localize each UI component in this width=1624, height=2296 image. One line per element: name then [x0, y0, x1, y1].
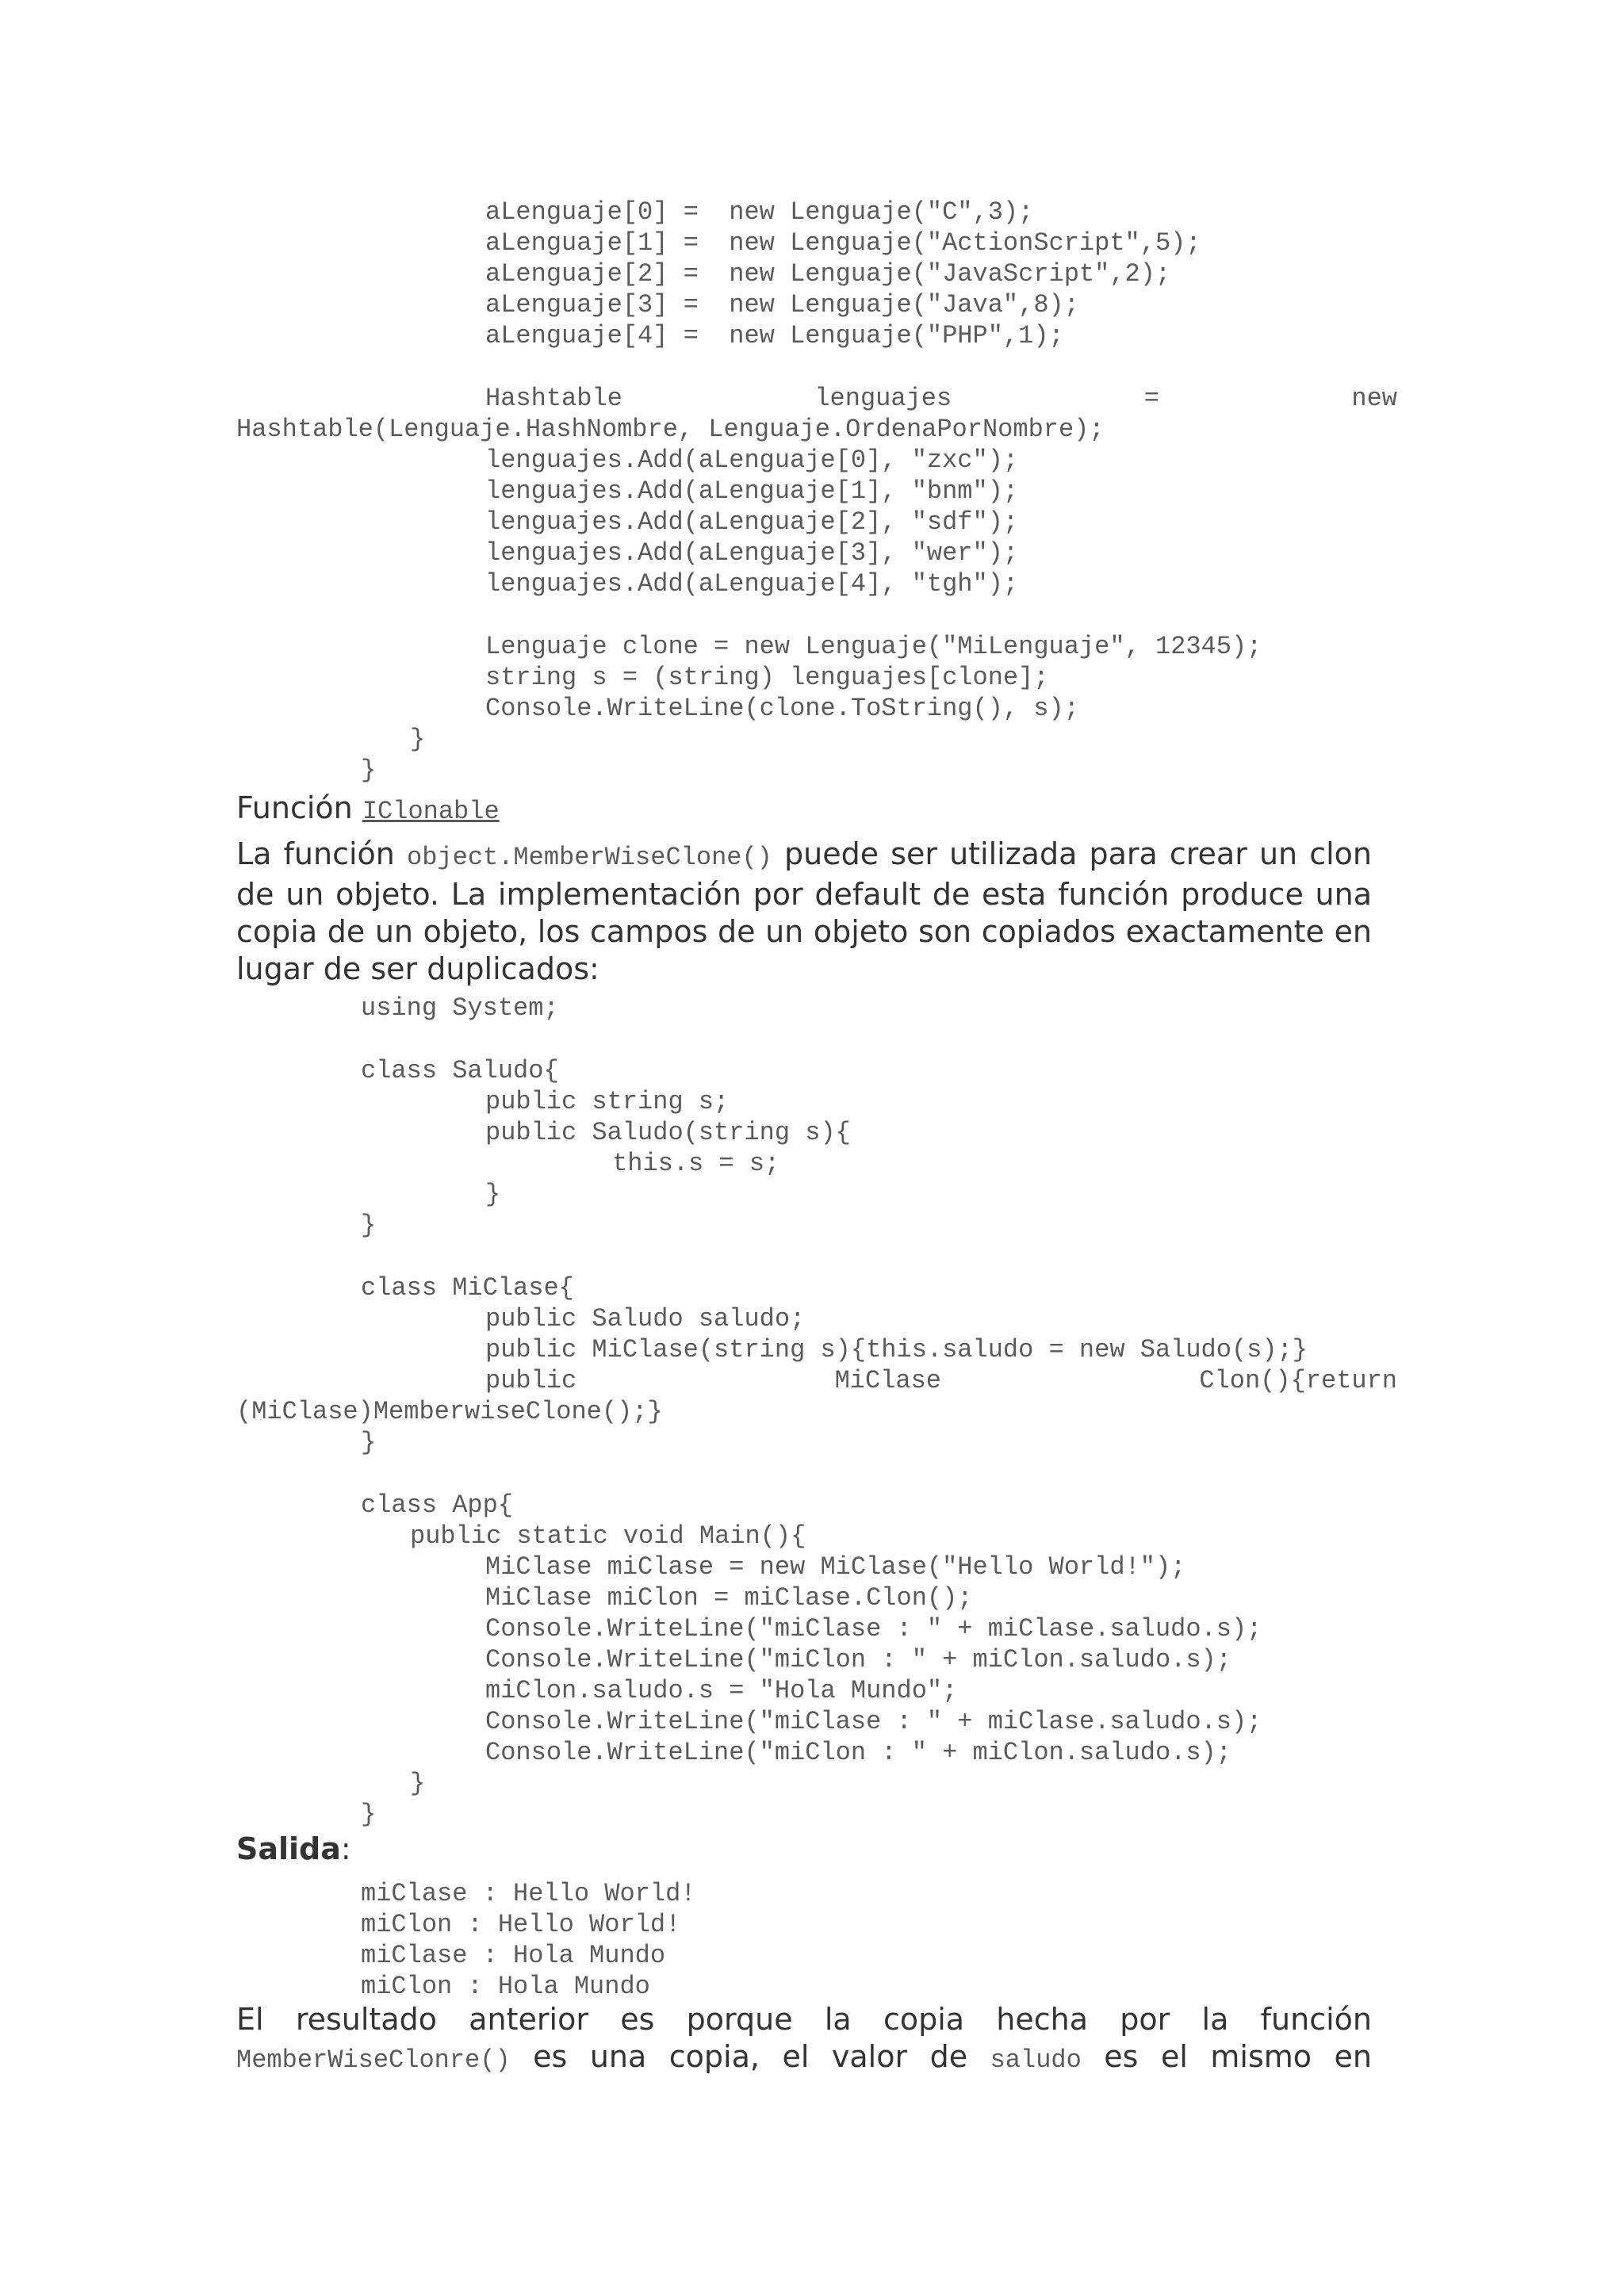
code-brace: } — [361, 1428, 377, 1457]
inline-code: saludo — [990, 2045, 1082, 2075]
code-line: Console.WriteLine("miClase : " + miClase.saludo.s); — [485, 1614, 1262, 1644]
code-brace: } — [361, 756, 377, 785]
code-line: public MiClase(string s){this.saludo = new Saludo(s);} — [485, 1335, 1308, 1364]
code-token: new — [1351, 384, 1397, 413]
code-line: aLenguaje[0] = new Lenguaje("C",3); — [485, 197, 1034, 227]
section-heading-word: Función — [236, 790, 353, 825]
code-line: class MiClase{ — [361, 1273, 574, 1303]
code-line: public static void Main(){ — [410, 1521, 806, 1551]
code-line: using System; — [361, 993, 559, 1023]
paragraph-lead: La función — [236, 836, 395, 871]
code-token: Hashtable — [485, 384, 622, 413]
paragraph-text: es una copia, el valor de — [533, 2039, 968, 2074]
output-heading-colon: : — [340, 1831, 351, 1866]
code-line: lenguajes.Add(aLenguaje[2], "sdf"); — [485, 507, 1019, 537]
code-token: MiClase — [834, 1366, 941, 1395]
code-line: Lenguaje clone = new Lenguaje("MiLenguaje", 12345); — [485, 632, 1262, 661]
code-line: lenguajes.Add(aLenguaje[4], "tgh"); — [485, 569, 1019, 599]
code-line: Console.WriteLine("miClon : " + miClon.saludo.s); — [485, 1645, 1231, 1674]
inline-code: object.MemberWiseClone() — [407, 843, 772, 872]
inline-code: MemberWiseClonre() — [236, 2045, 511, 2075]
output-line: miClon : Hello World! — [361, 1910, 681, 1939]
code-line: aLenguaje[1] = new Lenguaje("ActionScript",5); — [485, 228, 1201, 258]
code-line: aLenguaje[2] = new Lenguaje("JavaScript",2); — [485, 259, 1171, 289]
paragraph-result-line2 — [236, 2038, 1372, 2079]
code-line: this.s = s; — [612, 1149, 780, 1178]
code-line: Console.WriteLine("miClase : " + miClase.saludo.s); — [485, 1707, 1262, 1736]
code-line: miClon.saludo.s = "Hola Mundo"; — [485, 1676, 958, 1705]
code-line: MiClase miClon = miClase.Clon(); — [485, 1583, 973, 1613]
code-line: lenguajes.Add(aLenguaje[1], "bnm"); — [485, 476, 1019, 506]
output-line: miClase : Hola Mundo — [361, 1941, 666, 1970]
section-heading — [236, 790, 500, 830]
code-brace: } — [485, 1180, 501, 1209]
code-line: lenguajes.Add(aLenguaje[0], "zxc"); — [485, 446, 1019, 475]
paragraph-result-line1: El resultado anterior es porque la copia hecha por la función — [236, 2002, 1372, 2037]
code-brace: } — [361, 1800, 377, 1829]
code-token: lenguajes — [814, 384, 952, 413]
section-heading-code: IClonable — [362, 797, 500, 826]
code-line: string s = (string) lenguajes[clone]; — [485, 663, 1049, 692]
code-brace: } — [410, 1769, 426, 1798]
code-line: (MiClase)MemberwiseClone();} — [236, 1397, 663, 1426]
code-line-hashtable — [485, 383, 1397, 414]
code-token: public — [485, 1366, 577, 1395]
output-heading — [236, 1831, 351, 1868]
code-line: public Saludo(string s){ — [485, 1118, 851, 1147]
code-token: = — [1143, 384, 1159, 413]
code-line: Console.WriteLine("miClon : " + miClon.saludo.s); — [485, 1738, 1231, 1767]
paragraph-text: puede ser utilizada para crear un clon de un objeto. La implementación por default de esta función produce una copia de un objeto, los campos de un objeto son copiados exactamente en lugar de ser duplicados: — [236, 836, 1372, 986]
code-line: Console.WriteLine(clone.ToString(), s); — [485, 694, 1079, 723]
code-line: aLenguaje[4] = new Lenguaje("PHP",1); — [485, 321, 1064, 350]
code-line: public Saludo saludo; — [485, 1304, 806, 1334]
code-line: class App{ — [361, 1490, 514, 1520]
code-line: lenguajes.Add(aLenguaje[3], "wer"); — [485, 538, 1019, 568]
output-line: miClase : Hello World! — [361, 1879, 696, 1908]
code-brace: } — [410, 725, 426, 754]
code-line: class Saludo{ — [361, 1056, 559, 1085]
code-line: MiClase miClase = new MiClase("Hello World!"); — [485, 1552, 1186, 1582]
code-line: aLenguaje[3] = new Lenguaje("Java",8); — [485, 290, 1079, 320]
output-line: miClon : Hola Mundo — [361, 1972, 650, 2001]
code-brace: } — [361, 1211, 377, 1240]
output-heading-bold: Salida — [236, 1831, 341, 1866]
code-line: public string s; — [485, 1087, 730, 1116]
code-token: Clon(){return — [1199, 1366, 1397, 1395]
code-line: Hashtable(Lenguaje.HashNombre, Lenguaje.OrdenaPorNombre); — [236, 415, 1105, 444]
code-line-clon — [485, 1365, 1397, 1396]
paragraph-intro — [236, 836, 1372, 988]
paragraph-text: es el mismo en — [1104, 2039, 1372, 2074]
